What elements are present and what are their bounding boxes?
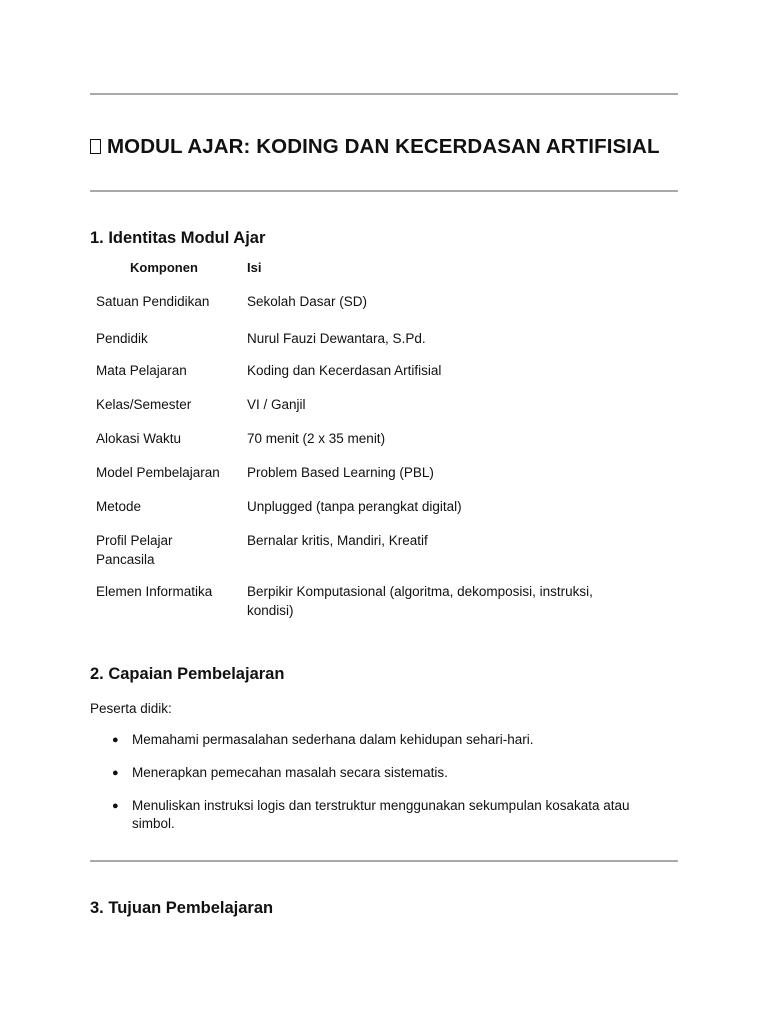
list-item-text: Menuliskan instruksi logis dan terstruktur menggunakan sekumpulan kosakata atau simbol. <box>132 798 630 831</box>
table-cell-komponen: Profil Pelajar Pancasila <box>96 533 173 567</box>
table-cell-isi: Unplugged (tanpa perangkat digital) <box>247 499 462 514</box>
capaian-intro: Peserta didik: <box>90 701 172 716</box>
bullet-icon: ● <box>112 767 119 779</box>
section-heading-capaian: 2. Capaian Pembelajaran <box>90 665 285 683</box>
list-item-text: Menerapkan pemecahan masalah secara sistematis. <box>132 765 448 780</box>
table-cell-komponen: Model Pembelajaran <box>96 465 220 480</box>
list-item-text: Memahami permasalahan sederhana dalam kehidupan sehari-hari. <box>132 732 534 747</box>
horizontal-rule <box>90 190 678 192</box>
table-cell-komponen: Satuan Pendidikan <box>96 294 210 309</box>
section-heading-identitas: 1. Identitas Modul Ajar <box>90 229 266 247</box>
table-cell-isi: Nurul Fauzi Dewantara, S.Pd. <box>247 331 426 346</box>
table-cell-komponen: Elemen Informatika <box>96 584 213 599</box>
bullet-icon: ● <box>112 800 119 812</box>
document-title <box>90 134 678 160</box>
table-cell-isi: Koding dan Kecerdasan Artifisial <box>247 363 442 378</box>
table-cell-komponen: Metode <box>96 499 142 514</box>
table-cell-komponen: Mata Pelajaran <box>96 363 187 378</box>
horizontal-rule <box>90 860 678 862</box>
document-title-text: MODUL AJAR: KODING DAN KECERDASAN ARTIFISIAL <box>107 135 660 158</box>
table-cell-isi: Bernalar kritis, Mandiri, Kreatif <box>247 533 428 548</box>
table-cell-isi: Sekolah Dasar (SD) <box>247 294 368 309</box>
section-heading-tujuan: 3. Tujuan Pembelajaran <box>90 899 274 917</box>
table-cell-isi: VI / Ganjil <box>247 397 306 412</box>
table-cell-komponen: Kelas/Semester <box>96 397 192 412</box>
horizontal-rule <box>90 93 678 95</box>
table-header-isi: Isi <box>247 260 262 275</box>
table-cell-komponen: Alokasi Waktu <box>96 431 182 446</box>
table-cell-isi: Problem Based Learning (PBL) <box>247 465 434 480</box>
table-cell-isi: 70 menit (2 x 35 menit) <box>247 431 386 446</box>
table-cell-isi: Berpikir Komputasional (algoritma, dekomposisi, instruksi, kondisi) <box>247 584 593 618</box>
table-cell-komponen: Pendidik <box>96 331 148 346</box>
missing-glyph-icon <box>90 139 101 154</box>
table-header-komponen: Komponen <box>130 260 198 275</box>
bullet-icon: ● <box>112 734 119 746</box>
